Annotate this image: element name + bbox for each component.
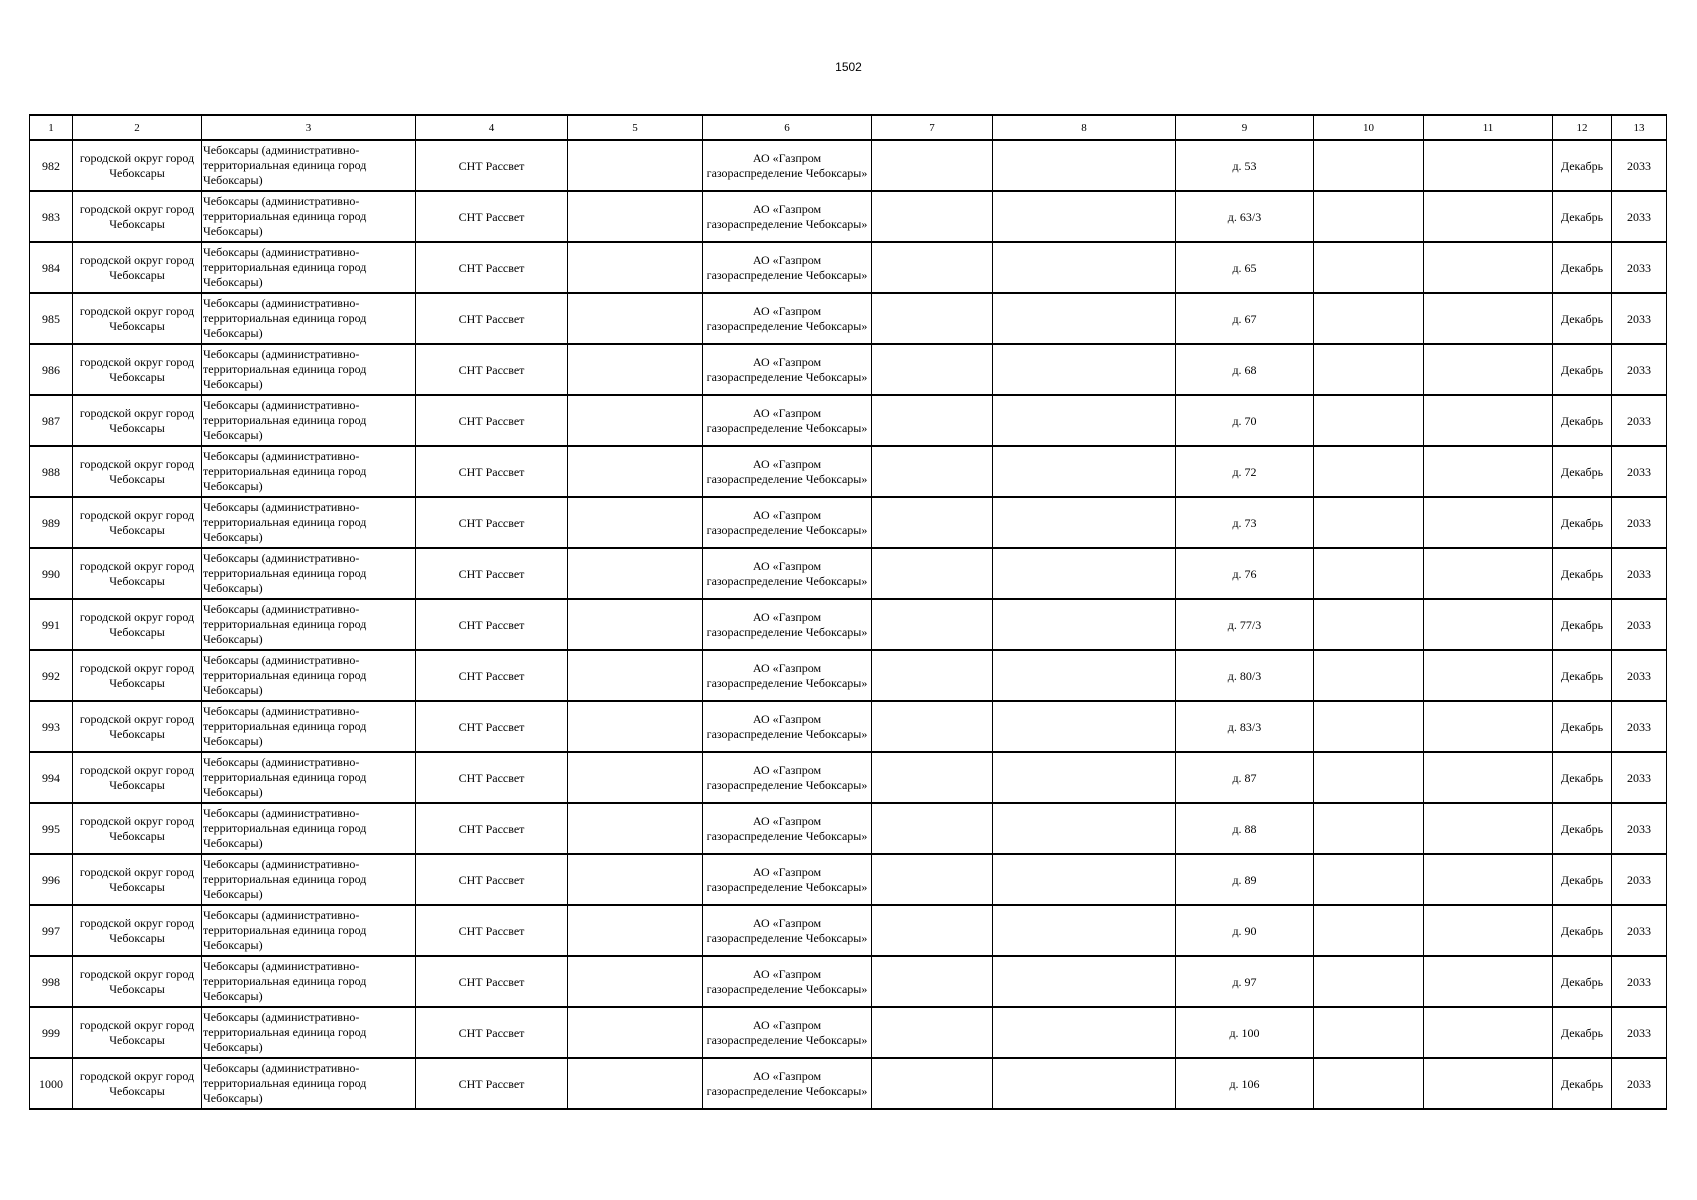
column-8-cell [993, 344, 1176, 395]
column-11-cell [1424, 191, 1553, 242]
month-cell: Декабрь [1553, 752, 1612, 803]
locality-cell: Чебоксары (административно-территориальная единица город Чебоксары) [202, 701, 416, 752]
operator-cell: АО «Газпром газораспределение Чебоксары» [703, 650, 872, 701]
column-11-cell [1424, 905, 1553, 956]
column-11-cell [1424, 446, 1553, 497]
house-cell: д. 88 [1176, 803, 1314, 854]
column-7-cell [872, 344, 993, 395]
year-cell: 2033 [1612, 242, 1667, 293]
house-cell: д. 70 [1176, 395, 1314, 446]
locality-cell: Чебоксары (административно-территориальная единица город Чебоксары) [202, 752, 416, 803]
table-row [30, 905, 1667, 956]
column-7-cell [872, 242, 993, 293]
district-cell: городской округ город Чебоксары [73, 293, 202, 344]
house-cell: д. 100 [1176, 1007, 1314, 1058]
month-cell: Декабрь [1553, 650, 1612, 701]
column-5-cell [568, 548, 703, 599]
column-11-cell [1424, 344, 1553, 395]
month-cell: Декабрь [1553, 446, 1612, 497]
street-cell: СНТ Рассвет [416, 905, 568, 956]
locality-cell: Чебоксары (административно-территориальная единица город Чебоксары) [202, 242, 416, 293]
column-8-cell [993, 1058, 1176, 1109]
row-number-cell: 998 [30, 956, 73, 1007]
locality-cell: Чебоксары (административно-территориальная единица город Чебоксары) [202, 497, 416, 548]
operator-cell: АО «Газпром газораспределение Чебоксары» [703, 242, 872, 293]
district-cell: городской округ город Чебоксары [73, 599, 202, 650]
operator-cell: АО «Газпром газораспределение Чебоксары» [703, 191, 872, 242]
operator-cell: АО «Газпром газораспределение Чебоксары» [703, 854, 872, 905]
month-cell: Декабрь [1553, 293, 1612, 344]
column-7-cell [872, 293, 993, 344]
column-header: 6 [703, 115, 872, 140]
column-10-cell [1314, 548, 1424, 599]
district-cell: городской округ город Чебоксары [73, 752, 202, 803]
locality-cell: Чебоксары (административно-территориальная единица город Чебоксары) [202, 1007, 416, 1058]
table-row [30, 599, 1667, 650]
district-cell: городской округ город Чебоксары [73, 650, 202, 701]
street-cell: СНТ Рассвет [416, 191, 568, 242]
column-7-cell [872, 701, 993, 752]
column-7-cell [872, 497, 993, 548]
year-cell: 2033 [1612, 140, 1667, 191]
district-cell: городской округ город Чебоксары [73, 497, 202, 548]
column-5-cell [568, 446, 703, 497]
street-cell: СНТ Рассвет [416, 293, 568, 344]
column-header: 9 [1176, 115, 1314, 140]
row-number-cell: 983 [30, 191, 73, 242]
table-row [30, 803, 1667, 854]
table-row [30, 242, 1667, 293]
year-cell: 2033 [1612, 803, 1667, 854]
column-8-cell [993, 395, 1176, 446]
month-cell: Декабрь [1553, 956, 1612, 1007]
house-cell: д. 97 [1176, 956, 1314, 1007]
year-cell: 2033 [1612, 599, 1667, 650]
table-row [30, 752, 1667, 803]
column-header: 3 [202, 115, 416, 140]
house-cell: д. 106 [1176, 1058, 1314, 1109]
month-cell: Декабрь [1553, 1058, 1612, 1109]
month-cell: Декабрь [1553, 599, 1612, 650]
operator-cell: АО «Газпром газораспределение Чебоксары» [703, 752, 872, 803]
house-cell: д. 65 [1176, 242, 1314, 293]
street-cell: СНТ Рассвет [416, 446, 568, 497]
table-row [30, 548, 1667, 599]
house-cell: д. 72 [1176, 446, 1314, 497]
table-row [30, 1007, 1667, 1058]
column-10-cell [1314, 242, 1424, 293]
column-10-cell [1314, 752, 1424, 803]
operator-cell: АО «Газпром газораспределение Чебоксары» [703, 905, 872, 956]
locality-cell: Чебоксары (административно-территориальная единица город Чебоксары) [202, 140, 416, 191]
operator-cell: АО «Газпром газораспределение Чебоксары» [703, 395, 872, 446]
year-cell: 2033 [1612, 446, 1667, 497]
column-8-cell [993, 803, 1176, 854]
street-cell: СНТ Рассвет [416, 599, 568, 650]
row-number-cell: 997 [30, 905, 73, 956]
column-8-cell [993, 293, 1176, 344]
row-number-cell: 991 [30, 599, 73, 650]
column-7-cell [872, 650, 993, 701]
column-8-cell [993, 242, 1176, 293]
table-row [30, 344, 1667, 395]
column-header: 11 [1424, 115, 1553, 140]
row-number-cell: 988 [30, 446, 73, 497]
house-cell: д. 68 [1176, 344, 1314, 395]
column-header: 1 [30, 115, 73, 140]
table-row [30, 956, 1667, 1007]
column-11-cell [1424, 1058, 1553, 1109]
column-5-cell [568, 191, 703, 242]
house-cell: д. 89 [1176, 854, 1314, 905]
column-8-cell [993, 1007, 1176, 1058]
row-number-cell: 996 [30, 854, 73, 905]
column-number-row [30, 115, 1667, 140]
street-cell: СНТ Рассвет [416, 548, 568, 599]
operator-cell: АО «Газпром газораспределение Чебоксары» [703, 1058, 872, 1109]
table-row [30, 191, 1667, 242]
column-header: 5 [568, 115, 703, 140]
column-header: 12 [1553, 115, 1612, 140]
locality-cell: Чебоксары (административно-территориальная единица город Чебоксары) [202, 293, 416, 344]
table-row [30, 497, 1667, 548]
column-11-cell [1424, 293, 1553, 344]
row-number-cell: 984 [30, 242, 73, 293]
month-cell: Декабрь [1553, 905, 1612, 956]
column-7-cell [872, 752, 993, 803]
column-10-cell [1314, 395, 1424, 446]
locality-cell: Чебоксары (административно-территориальная единица город Чебоксары) [202, 905, 416, 956]
table-row [30, 854, 1667, 905]
column-8-cell [993, 191, 1176, 242]
column-header: 10 [1314, 115, 1424, 140]
column-7-cell [872, 956, 993, 1007]
column-8-cell [993, 854, 1176, 905]
column-10-cell [1314, 803, 1424, 854]
column-10-cell [1314, 1007, 1424, 1058]
column-11-cell [1424, 956, 1553, 1007]
year-cell: 2033 [1612, 293, 1667, 344]
street-cell: СНТ Рассвет [416, 395, 568, 446]
district-cell: городской округ город Чебоксары [73, 905, 202, 956]
district-cell: городской округ город Чебоксары [73, 344, 202, 395]
district-cell: городской округ город Чебоксары [73, 701, 202, 752]
street-cell: СНТ Рассвет [416, 650, 568, 701]
operator-cell: АО «Газпром газораспределение Чебоксары» [703, 803, 872, 854]
column-5-cell [568, 854, 703, 905]
column-5-cell [568, 497, 703, 548]
street-cell: СНТ Рассвет [416, 701, 568, 752]
column-11-cell [1424, 701, 1553, 752]
street-cell: СНТ Рассвет [416, 1058, 568, 1109]
month-cell: Декабрь [1553, 497, 1612, 548]
row-number-cell: 982 [30, 140, 73, 191]
year-cell: 2033 [1612, 497, 1667, 548]
house-cell: д. 73 [1176, 497, 1314, 548]
district-cell: городской округ город Чебоксары [73, 395, 202, 446]
month-cell: Декабрь [1553, 1007, 1612, 1058]
year-cell: 2033 [1612, 650, 1667, 701]
month-cell: Декабрь [1553, 854, 1612, 905]
column-7-cell [872, 548, 993, 599]
column-header: 4 [416, 115, 568, 140]
operator-cell: АО «Газпром газораспределение Чебоксары» [703, 1007, 872, 1058]
column-5-cell [568, 599, 703, 650]
district-cell: городской округ город Чебоксары [73, 1058, 202, 1109]
row-number-cell: 995 [30, 803, 73, 854]
table-row [30, 293, 1667, 344]
column-header: 8 [993, 115, 1176, 140]
column-10-cell [1314, 344, 1424, 395]
column-11-cell [1424, 140, 1553, 191]
column-11-cell [1424, 650, 1553, 701]
operator-cell: АО «Газпром газораспределение Чебоксары» [703, 293, 872, 344]
column-11-cell [1424, 1007, 1553, 1058]
column-header: 7 [872, 115, 993, 140]
row-number-cell: 985 [30, 293, 73, 344]
column-10-cell [1314, 599, 1424, 650]
column-10-cell [1314, 1058, 1424, 1109]
column-10-cell [1314, 854, 1424, 905]
year-cell: 2033 [1612, 344, 1667, 395]
house-cell: д. 87 [1176, 752, 1314, 803]
column-5-cell [568, 650, 703, 701]
locality-cell: Чебоксары (административно-территориальная единица город Чебоксары) [202, 344, 416, 395]
row-number-cell: 986 [30, 344, 73, 395]
district-cell: городской округ город Чебоксары [73, 140, 202, 191]
street-cell: СНТ Рассвет [416, 803, 568, 854]
district-cell: городской округ город Чебоксары [73, 956, 202, 1007]
column-5-cell [568, 905, 703, 956]
month-cell: Декабрь [1553, 803, 1612, 854]
locality-cell: Чебоксары (административно-территориальная единица город Чебоксары) [202, 650, 416, 701]
district-cell: городской округ город Чебоксары [73, 803, 202, 854]
year-cell: 2033 [1612, 1058, 1667, 1109]
column-7-cell [872, 395, 993, 446]
table-row [30, 446, 1667, 497]
column-11-cell [1424, 752, 1553, 803]
column-5-cell [568, 293, 703, 344]
street-cell: СНТ Рассвет [416, 242, 568, 293]
house-cell: д. 76 [1176, 548, 1314, 599]
house-cell: д. 67 [1176, 293, 1314, 344]
operator-cell: АО «Газпром газораспределение Чебоксары» [703, 956, 872, 1007]
column-8-cell [993, 497, 1176, 548]
month-cell: Декабрь [1553, 701, 1612, 752]
house-cell: д. 77/3 [1176, 599, 1314, 650]
column-11-cell [1424, 242, 1553, 293]
column-7-cell [872, 1058, 993, 1109]
locality-cell: Чебоксары (административно-территориальная единица город Чебоксары) [202, 1058, 416, 1109]
year-cell: 2033 [1612, 395, 1667, 446]
column-5-cell [568, 752, 703, 803]
column-10-cell [1314, 956, 1424, 1007]
house-cell: д. 83/3 [1176, 701, 1314, 752]
row-number-cell: 999 [30, 1007, 73, 1058]
month-cell: Декабрь [1553, 140, 1612, 191]
column-8-cell [993, 956, 1176, 1007]
operator-cell: АО «Газпром газораспределение Чебоксары» [703, 446, 872, 497]
row-number-cell: 990 [30, 548, 73, 599]
column-8-cell [993, 599, 1176, 650]
district-cell: городской округ город Чебоксары [73, 446, 202, 497]
locality-cell: Чебоксары (административно-территориальная единица город Чебоксары) [202, 548, 416, 599]
year-cell: 2033 [1612, 548, 1667, 599]
column-10-cell [1314, 701, 1424, 752]
year-cell: 2033 [1612, 905, 1667, 956]
column-7-cell [872, 446, 993, 497]
column-11-cell [1424, 599, 1553, 650]
column-header: 13 [1612, 115, 1667, 140]
column-10-cell [1314, 140, 1424, 191]
column-5-cell [568, 701, 703, 752]
locality-cell: Чебоксары (административно-территориальная единица город Чебоксары) [202, 395, 416, 446]
street-cell: СНТ Рассвет [416, 497, 568, 548]
row-number-cell: 993 [30, 701, 73, 752]
house-cell: д. 53 [1176, 140, 1314, 191]
row-number-cell: 987 [30, 395, 73, 446]
column-10-cell [1314, 446, 1424, 497]
column-11-cell [1424, 548, 1553, 599]
column-8-cell [993, 650, 1176, 701]
locality-cell: Чебоксары (административно-территориальная единица город Чебоксары) [202, 446, 416, 497]
locality-cell: Чебоксары (административно-территориальная единица город Чебоксары) [202, 854, 416, 905]
operator-cell: АО «Газпром газораспределение Чебоксары» [703, 140, 872, 191]
year-cell: 2033 [1612, 752, 1667, 803]
district-cell: городской округ город Чебоксары [73, 548, 202, 599]
column-7-cell [872, 803, 993, 854]
column-8-cell [993, 905, 1176, 956]
district-cell: городской округ город Чебоксары [73, 1007, 202, 1058]
column-10-cell [1314, 293, 1424, 344]
registry-table [29, 114, 1667, 1110]
column-11-cell [1424, 854, 1553, 905]
street-cell: СНТ Рассвет [416, 752, 568, 803]
column-5-cell [568, 344, 703, 395]
month-cell: Декабрь [1553, 191, 1612, 242]
table-row [30, 701, 1667, 752]
locality-cell: Чебоксары (административно-территориальная единица город Чебоксары) [202, 191, 416, 242]
column-11-cell [1424, 497, 1553, 548]
locality-cell: Чебоксары (административно-территориальная единица город Чебоксары) [202, 956, 416, 1007]
column-7-cell [872, 140, 993, 191]
operator-cell: АО «Газпром газораспределение Чебоксары» [703, 344, 872, 395]
column-5-cell [568, 1007, 703, 1058]
street-cell: СНТ Рассвет [416, 140, 568, 191]
table-body [30, 140, 1667, 1109]
table-row [30, 1058, 1667, 1109]
column-7-cell [872, 599, 993, 650]
table-row [30, 395, 1667, 446]
operator-cell: АО «Газпром газораспределение Чебоксары» [703, 599, 872, 650]
column-7-cell [872, 1007, 993, 1058]
street-cell: СНТ Рассвет [416, 854, 568, 905]
column-5-cell [568, 242, 703, 293]
column-5-cell [568, 803, 703, 854]
operator-cell: АО «Газпром газораспределение Чебоксары» [703, 701, 872, 752]
column-11-cell [1424, 395, 1553, 446]
year-cell: 2033 [1612, 701, 1667, 752]
operator-cell: АО «Газпром газораспределение Чебоксары» [703, 548, 872, 599]
locality-cell: Чебоксары (административно-территориальная единица город Чебоксары) [202, 803, 416, 854]
street-cell: СНТ Рассвет [416, 956, 568, 1007]
row-number-cell: 992 [30, 650, 73, 701]
street-cell: СНТ Рассвет [416, 1007, 568, 1058]
column-10-cell [1314, 650, 1424, 701]
column-header: 2 [73, 115, 202, 140]
column-5-cell [568, 1058, 703, 1109]
column-5-cell [568, 956, 703, 1007]
year-cell: 2033 [1612, 191, 1667, 242]
row-number-cell: 1000 [30, 1058, 73, 1109]
operator-cell: АО «Газпром газораспределение Чебоксары» [703, 497, 872, 548]
page-number: 1502 [835, 60, 862, 74]
month-cell: Декабрь [1553, 242, 1612, 293]
row-number-cell: 994 [30, 752, 73, 803]
column-8-cell [993, 140, 1176, 191]
column-8-cell [993, 548, 1176, 599]
house-cell: д. 90 [1176, 905, 1314, 956]
column-7-cell [872, 191, 993, 242]
month-cell: Декабрь [1553, 548, 1612, 599]
column-10-cell [1314, 905, 1424, 956]
column-8-cell [993, 752, 1176, 803]
column-10-cell [1314, 497, 1424, 548]
street-cell: СНТ Рассвет [416, 344, 568, 395]
district-cell: городской округ город Чебоксары [73, 854, 202, 905]
year-cell: 2033 [1612, 854, 1667, 905]
column-7-cell [872, 905, 993, 956]
locality-cell: Чебоксары (административно-территориальная единица город Чебоксары) [202, 599, 416, 650]
district-cell: городской округ город Чебоксары [73, 242, 202, 293]
year-cell: 2033 [1612, 1007, 1667, 1058]
row-number-cell: 989 [30, 497, 73, 548]
column-5-cell [568, 395, 703, 446]
table-row [30, 140, 1667, 191]
district-cell: городской округ город Чебоксары [73, 191, 202, 242]
column-5-cell [568, 140, 703, 191]
table-row [30, 650, 1667, 701]
column-11-cell [1424, 803, 1553, 854]
month-cell: Декабрь [1553, 395, 1612, 446]
house-cell: д. 63/3 [1176, 191, 1314, 242]
column-10-cell [1314, 191, 1424, 242]
column-8-cell [993, 446, 1176, 497]
month-cell: Декабрь [1553, 344, 1612, 395]
house-cell: д. 80/3 [1176, 650, 1314, 701]
column-7-cell [872, 854, 993, 905]
column-8-cell [993, 701, 1176, 752]
year-cell: 2033 [1612, 956, 1667, 1007]
